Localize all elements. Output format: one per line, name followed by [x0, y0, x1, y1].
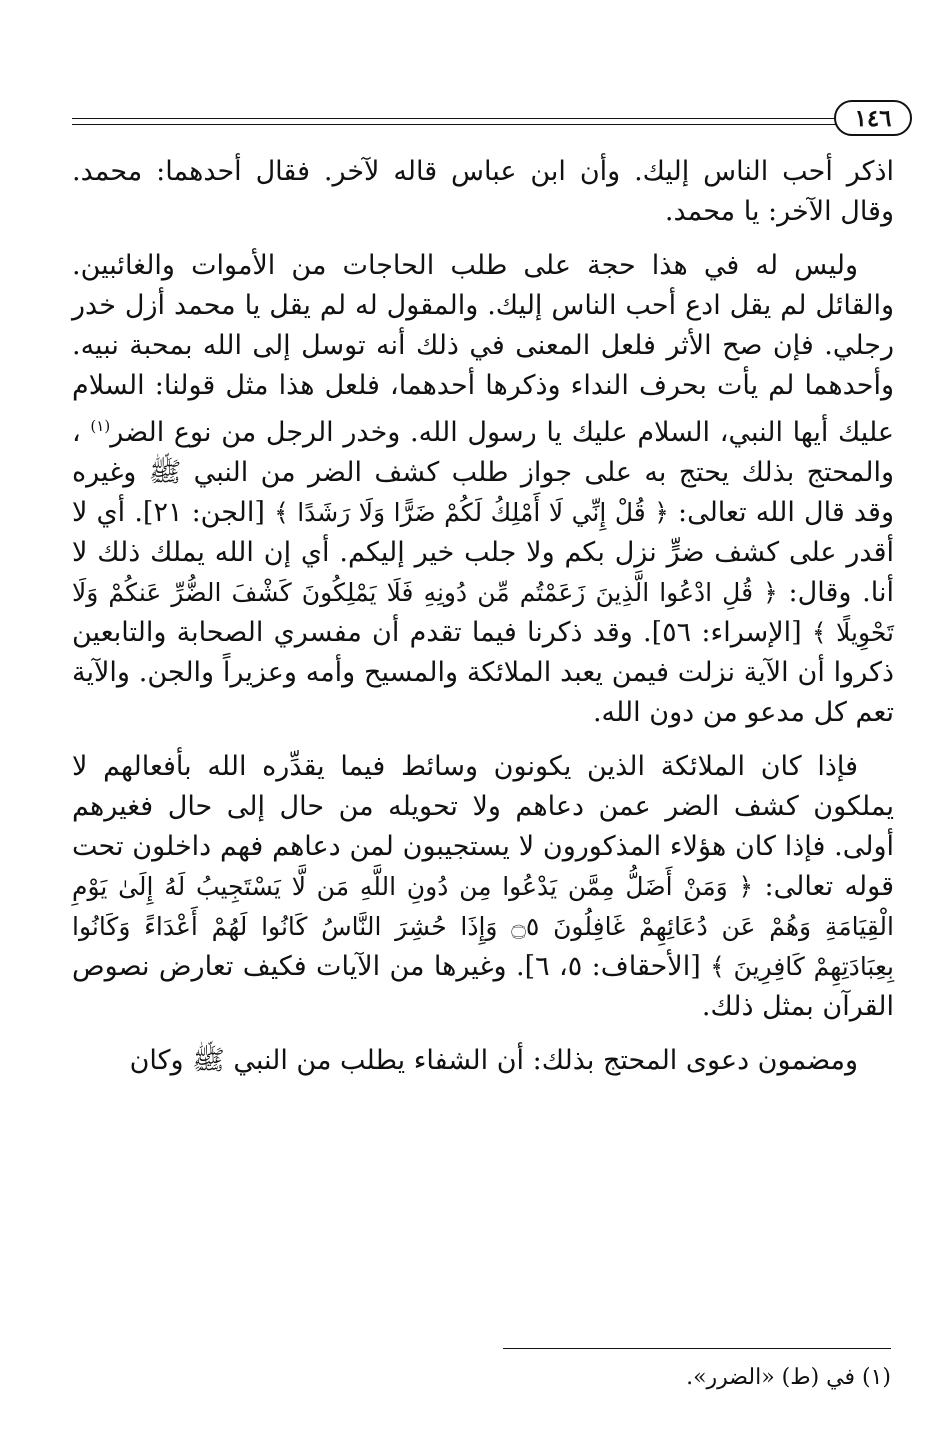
- paragraph-3: [72, 747, 894, 1027]
- paragraph-2-tail: وقد ذكرنا فيما تقدم أن مفسري الصحابة والتابعين ذكروا أن الآية نزلت فيمن يعبد الملائكة والمسيح وأمه وعزيراً والجن. والآية تعم كل مدعو من دون الله.: [72, 617, 894, 728]
- paragraph-3-lead: فإذا كان الملائكة الذين يكونون وسائط فيما يقدِّره الله بأفعالهم لا يملكون كشف الضر عمن دعاهم ولا تحويله من حال إلى حال فغيرهم أولى. فإذا كان هؤلاء المذكورون لا يستجيبون لمن دعاهم فهم داخلون تحت قوله تعالى:: [72, 751, 895, 902]
- page-header: [72, 96, 918, 140]
- paragraph-2-mid2: أي لا أقدر على كشف ضرٍّ نزل بكم ولا جلب خير إليكم. أي إن الله يملك ذلك لا أنا. وقال:: [72, 497, 894, 608]
- paragraph-1: [72, 152, 894, 232]
- verse-reference-jinn: [الجن: ٢١].: [134, 497, 265, 528]
- paragraph-4: [72, 1041, 894, 1081]
- paragraph-2-mid1: ، والمحتج بذلك يحتج به على جواز طلب كشف الضر من النبي ﷺ وغيره وقد قال الله تعالى:: [72, 417, 894, 528]
- verse-reference-isra: [الإسراء: ٥٦].: [643, 617, 802, 648]
- paragraph-2: [72, 246, 894, 733]
- quran-verse-ahqaf: ﴿ وَمَنْ أَضَلُّ مِمَّن يَدْعُوا مِن دُونِ اللَّهِ مَن لَّا يَسْتَجِيبُ لَهُ إِلَىٰ يَوْمِ الْقِيَامَةِ وَهُمْ عَن دُعَائِهِمْ غَافِلُونَ ۝٥ وَإِذَا حُشِرَ النَّاسُ كَانُوا لَهُمْ أَعْدَاءً وَكَانُوا بِعِبَادَتِهِمْ كَافِرِينَ ﴾: [72, 872, 894, 981]
- paragraph-3-tail: وغيرها من الآيات فكيف تعارض نصوص القرآن بمثل ذلك.: [72, 951, 894, 1022]
- footnote-separator: [503, 1348, 891, 1349]
- quran-verse-isra: ﴿ قُلِ ادْعُوا الَّذِينَ زَعَمْتُم مِّن دُونِهِ فَلَا يَمْلِكُونَ كَشْفَ الضُّرِّ عَنكُمْ وَلَا تَحْوِيلًا ﴾: [72, 578, 894, 647]
- paragraph-4-text: ومضمون دعوى المحتج بذلك: أن الشفاء يطلب من النبي ﷺ وكان: [129, 1045, 858, 1076]
- paragraph-1-text: اذكر أحب الناس إليك. وأن ابن عباس قاله لآخر. فقال أحدهما: محمد. وقال الآخر: يا محمد.: [72, 156, 894, 227]
- main-text: [72, 152, 894, 1081]
- footnote-marker[interactable]: (١): [90, 417, 111, 435]
- paragraph-2-lead: وليس له في هذا حجة على طلب الحاجات من الأموات والغائبين. والقائل لم يقل ادع أحب الناس إليك. والمقول له لم يقل يا محمد أزل خدر رجلي. فإن صح الأثر فلعل المعنى في ذلك أنه توسل إلى الله بمحبة نبيه. وأحدهما لم يأت بحرف النداء وذكرها أحدهما، فلعل هذا مثل قولنا: السلام عليك أيها النبي، السلام عليك يا رسول الله. وخدر الرجل من نوع الضر: [72, 250, 894, 448]
- footnote: (١) في (ط) «الضرر».: [686, 1365, 891, 1390]
- verse-reference-ahqaf: [الأحقاف: ٥، ٦].: [515, 951, 701, 982]
- quran-verse-jinn: ﴿ قُلْ إِنِّي لَا أَمْلِكُ لَكُمْ ضَرًّا وَلَا رَشَدًا ﴾: [274, 498, 669, 527]
- page-number: ١٤٦: [834, 100, 912, 136]
- header-rule: [72, 118, 836, 125]
